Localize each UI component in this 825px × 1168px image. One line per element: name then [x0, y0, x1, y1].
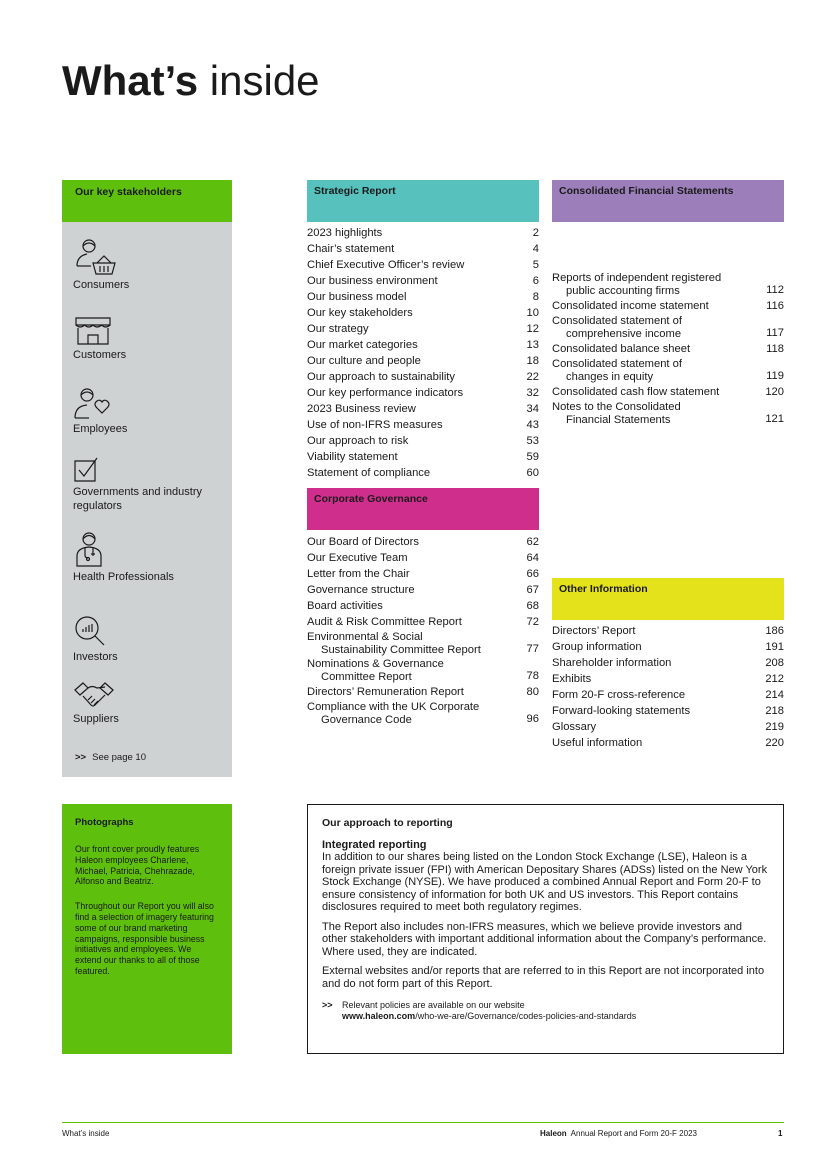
toc-entry-page: 208	[765, 657, 784, 669]
toc-entry[interactable]	[552, 400, 784, 427]
toc-entry-title: 2023 Business review	[307, 403, 416, 415]
toc-entry[interactable]	[307, 401, 539, 417]
toc-entry[interactable]	[307, 700, 539, 727]
toc-entry-title: Consolidated income statement	[552, 300, 709, 312]
toc-entry-title: Chair’s statement	[307, 243, 395, 255]
toc-entry[interactable]	[307, 598, 539, 614]
toc-entry-title: Our key performance indicators	[307, 387, 464, 399]
toc-entry-title: Our Board of Directors	[307, 536, 419, 548]
toc-entry[interactable]	[307, 614, 539, 630]
toc-entry-title: Our culture and people	[307, 355, 421, 367]
toc-entry-title: Our key stakeholders	[307, 307, 413, 319]
strategic-report-list	[307, 225, 539, 481]
reporting-box	[307, 804, 784, 1054]
toc-entry-page: 60	[526, 467, 539, 479]
stakeholder-label: Health Professionals	[73, 571, 174, 583]
toc-entry[interactable]	[307, 465, 539, 481]
toc-entry-title: Forward-looking statements	[552, 705, 691, 717]
toc-entry-page: 77	[526, 643, 539, 655]
reporting-paragraph-3: External websites and/or reports that are referred to in this Report are not incorporated into and do not form part of this Report.	[322, 965, 765, 990]
stakeholder-label: Consumers	[73, 279, 130, 291]
toc-entry[interactable]	[307, 534, 539, 550]
corporate-governance-heading: Corporate Governance	[307, 488, 539, 530]
toc-entry-page: 112	[766, 284, 784, 296]
photographs-panel	[62, 804, 232, 1054]
toc-entry-page: 6	[532, 275, 539, 287]
toc-entry[interactable]	[307, 684, 539, 700]
toc-entry[interactable]	[307, 433, 539, 449]
toc-entry-title: Form 20-F cross-reference	[552, 689, 686, 701]
toc-entry-page: 214	[765, 689, 784, 701]
toc-entry-page: 117	[766, 327, 784, 339]
toc-entry-title-cont: Sustainability Committee Report	[321, 644, 481, 656]
toc-entry-page: 22	[526, 371, 539, 383]
strategic-report-heading: Strategic Report	[307, 180, 539, 222]
arrow-icon: >>	[322, 1000, 333, 1010]
toc-entry-title: Audit & Risk Committee Report	[307, 616, 462, 628]
doctor-icon	[73, 530, 117, 568]
photographs-text-1: Our front cover proudly features Haleon employees Charlene, Michael, Patricia, Chehrazade, Alfonso and Beatriz.	[75, 844, 200, 887]
toc-entry-title: Our business environment	[307, 275, 438, 287]
toc-entry-page: 68	[526, 600, 539, 612]
toc-entry-title: 2023 highlights	[307, 227, 383, 239]
toc-entry-page: 78	[526, 670, 539, 682]
toc-entry[interactable]	[552, 341, 784, 357]
toc-entry[interactable]	[552, 623, 784, 639]
financial-statements-heading: Consolidated Financial Statements	[552, 180, 784, 222]
toc-entry[interactable]	[307, 417, 539, 433]
toc-entry[interactable]	[307, 321, 539, 337]
toc-entry-title: Statement of compliance	[307, 467, 431, 479]
toc-entry[interactable]	[552, 639, 784, 655]
toc-entry[interactable]	[552, 298, 784, 314]
toc-entry[interactable]	[307, 630, 539, 657]
stakeholders-heading: Our key stakeholders	[62, 180, 232, 222]
toc-entry-title: Letter from the Chair	[307, 568, 410, 580]
toc-entry-page: 67	[526, 584, 539, 596]
toc-entry-page: 119	[766, 370, 784, 382]
toc-entry-title: Chief Executive Officer’s review	[307, 259, 465, 271]
toc-entry[interactable]	[307, 337, 539, 353]
toc-entry-title-cont: Governance Code	[321, 714, 412, 726]
toc-entry-title: Environmental & Social	[307, 631, 423, 643]
toc-entry[interactable]	[307, 305, 539, 321]
page-number: 1	[778, 1129, 783, 1138]
toc-entry-title: Compliance with the UK Corporate	[307, 701, 480, 713]
stakeholder-governments	[73, 457, 228, 513]
toc-entry[interactable]	[307, 257, 539, 273]
toc-entry[interactable]	[552, 719, 784, 735]
toc-entry[interactable]	[552, 735, 784, 751]
toc-entry-page: 43	[526, 419, 539, 431]
toc-entry-title: Consolidated cash flow statement	[552, 386, 720, 398]
toc-entry-page: 80	[526, 686, 539, 698]
toc-entry[interactable]	[307, 369, 539, 385]
toc-entry-title-cont: changes in equity	[566, 371, 654, 383]
toc-entry-title: Consolidated statement of	[552, 358, 682, 370]
policies-note: >> Relevant policies are available on our website www.haleon.com/who-we-are/Governance/codes-policies-and-standards	[322, 1000, 637, 1021]
toc-entry-page: 120	[765, 386, 784, 398]
toc-entry-title: Shareholder information	[552, 657, 672, 669]
toc-entry-title: Exhibits	[552, 673, 592, 685]
toc-entry-title-cont: comprehensive income	[566, 328, 682, 340]
stakeholder-investors	[73, 614, 228, 664]
toc-entry-title: Consolidated statement of	[552, 315, 682, 327]
stakeholder-label: Customers	[73, 349, 127, 361]
toc-entry[interactable]	[307, 241, 539, 257]
toc-entry-title: Directors’ Remuneration Report	[307, 686, 464, 698]
toc-entry-page: 118	[766, 343, 784, 355]
stakeholder-health-professionals	[73, 530, 228, 584]
toc-entry[interactable]	[307, 385, 539, 401]
toc-entry[interactable]	[307, 657, 539, 684]
toc-entry-page: 191	[765, 641, 784, 653]
other-information-heading: Other Information	[552, 578, 784, 620]
toc-entry-page: 59	[526, 451, 539, 463]
corporate-governance-list	[307, 534, 539, 727]
toc-entry[interactable]	[552, 357, 784, 384]
toc-entry[interactable]	[552, 687, 784, 703]
toc-entry-title: Governance structure	[307, 584, 415, 596]
consumer-basket-icon	[73, 236, 117, 276]
toc-entry-page: 12	[526, 323, 539, 335]
toc-entry-title: Glossary	[552, 721, 597, 733]
reporting-paragraph-1: In addition to our shares being listed on the London Stock Exchange (LSE), Haleon is a foreign private issuer (FPI) with American Depositary Shares (ADSs) listed on the New York Stock Exchange (NYSE). We have produced a combined Annual Report and Form 20-F to ensure consistency of information for both UK and US investors. This Report contains disclosures required to meet both regulatory regimes.	[322, 851, 768, 913]
toc-entry-title: Consolidated balance sheet	[552, 343, 691, 355]
toc-entry-title: Nominations & Governance	[307, 658, 444, 670]
toc-entry-title: Reports of independent registered	[552, 272, 722, 284]
stakeholders-panel	[62, 180, 232, 777]
footer-divider	[62, 1122, 784, 1123]
toc-entry[interactable]	[307, 289, 539, 305]
toc-entry-page: 219	[765, 721, 784, 733]
photographs-heading: Photographs	[75, 817, 134, 828]
toc-entry-page: 218	[765, 705, 784, 717]
footer-report-name: Haleon Annual Report and Form 20-F 2023	[540, 1129, 697, 1138]
toc-entry-page: 10	[526, 307, 539, 319]
toc-entry-page: 121	[765, 413, 784, 425]
toc-entry-title-cont: public accounting firms	[566, 285, 680, 297]
stakeholder-customers	[73, 316, 228, 362]
footer-section-name: What’s inside	[62, 1129, 110, 1138]
toc-entry-page: 96	[526, 713, 539, 725]
toc-entry[interactable]	[552, 671, 784, 687]
toc-entry-page: 72	[526, 616, 539, 628]
toc-entry-title: Our strategy	[307, 323, 369, 335]
toc-entry-page: 18	[526, 355, 539, 367]
toc-entry[interactable]	[552, 384, 784, 400]
toc-entry[interactable]	[552, 655, 784, 671]
toc-entry-page: 5	[532, 259, 539, 271]
toc-entry[interactable]	[307, 353, 539, 369]
toc-entry-page: 4	[532, 243, 539, 255]
toc-entry[interactable]	[552, 271, 784, 298]
handshake-icon	[73, 680, 117, 710]
website-link[interactable]: www.haleon.com/who-we-are/Governance/codes-policies-and-standards	[342, 1011, 637, 1021]
toc-entry[interactable]	[552, 314, 784, 341]
stakeholder-consumers	[73, 236, 228, 292]
employee-heart-icon	[73, 386, 117, 420]
stakeholder-employees	[73, 386, 228, 436]
toc-entry-title: Useful information	[552, 737, 643, 749]
toc-entry-page: 220	[765, 737, 784, 749]
toc-entry-page: 34	[526, 403, 539, 415]
toc-entry-title: Our approach to sustainability	[307, 371, 456, 383]
reporting-heading: Our approach to reporting	[322, 817, 453, 829]
stakeholder-suppliers	[73, 680, 228, 726]
stakeholder-label: Governments and industry regulators	[73, 486, 203, 512]
financial-statements-list	[552, 271, 784, 427]
toc-entry-page: 186	[765, 625, 784, 637]
checkbox-icon	[73, 457, 117, 483]
toc-entry-title: Our market categories	[307, 339, 418, 351]
toc-entry[interactable]	[307, 550, 539, 566]
toc-entry-title: Use of non-IFRS measures	[307, 419, 443, 431]
toc-entry-page: 53	[526, 435, 539, 447]
toc-entry-title: Our business model	[307, 291, 407, 303]
toc-entry-title-cont: Financial Statements	[566, 414, 671, 426]
toc-entry[interactable]	[307, 582, 539, 598]
toc-entry-page: 8	[532, 291, 539, 303]
toc-entry-title: Board activities	[307, 600, 383, 612]
toc-entry-page: 212	[765, 673, 784, 685]
toc-entry[interactable]	[552, 703, 784, 719]
toc-entry-title: Group information	[552, 641, 642, 653]
toc-entry-page: 116	[766, 300, 784, 312]
reporting-paragraph-2: The Report also includes non-IFRS measures, which we believe provide investors and other stakeholders with important additional information about the Company’s performance. Where used, they are indicated.	[322, 920, 767, 958]
store-icon	[73, 316, 117, 346]
toc-entry-title: Viability statement	[307, 451, 398, 463]
toc-entry-title: Directors’ Report	[552, 625, 636, 637]
toc-entry-title-cont: Committee Report	[321, 671, 412, 683]
stakeholder-label: Investors	[73, 651, 118, 663]
toc-entry-title: Our Executive Team	[307, 552, 408, 564]
stakeholder-label: Suppliers	[73, 713, 119, 725]
other-information-list	[552, 623, 784, 751]
toc-entry-page: 66	[526, 568, 539, 580]
toc-entry-title: Our approach to risk	[307, 435, 409, 447]
toc-entry[interactable]	[307, 225, 539, 241]
toc-entry[interactable]	[307, 273, 539, 289]
toc-entry-page: 32	[526, 387, 539, 399]
magnifier-chart-icon	[73, 614, 117, 648]
toc-entry-page: 62	[526, 536, 539, 548]
photographs-text-2: Throughout our Report you will also find a selection of imagery featuring some of our brand marketing campaigns, responsible business initiatives and employees. We extend our thanks to all of those featured.	[75, 901, 214, 976]
toc-entry[interactable]	[307, 566, 539, 582]
toc-entry[interactable]	[307, 449, 539, 465]
toc-entry-title: Notes to the Consolidated	[552, 401, 681, 413]
toc-entry-page: 64	[526, 552, 539, 564]
stakeholder-label: Employees	[73, 423, 128, 435]
toc-entry-page: 2	[532, 227, 539, 239]
page-title: What’s inside	[62, 57, 320, 104]
toc-entry-page: 13	[526, 339, 539, 351]
see-page-link[interactable]: >> See page 10	[75, 752, 146, 763]
integrated-reporting-subheading: Integrated reporting	[322, 839, 427, 851]
